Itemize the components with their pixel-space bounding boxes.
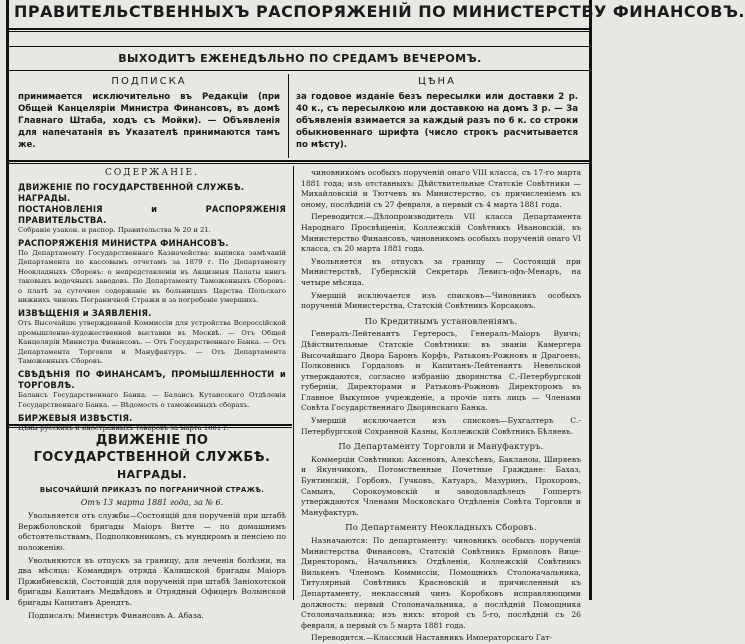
header-rule-bottom <box>9 160 589 162</box>
subscription-text: принимается исключительно въ Редакціи (при Общей Канцеляріи Министра Финансовъ, въ домѣ Главнаго Штаба, ходъ съ Мойки). — Объявленія для напечатанія въ Указателѣ принимаются тамъ же. <box>18 92 280 150</box>
contents-heading: ИЗВѢЩЕНІЯ и ЗАЯВЛЕНІЯ. <box>18 308 152 319</box>
excise-paragraph: Переводится.—Классный Наставникъ Императорскаго Гат- <box>311 633 553 643</box>
credit-paragraph: Умершій исключается изъ списковъ—Бухгалтеръ С.-Петербургской Сохранной Казны, Коллежскій Совѣтникъ Бѣляевъ. <box>301 416 581 436</box>
contents-text: По Департаменту Государственнаго Казначейства: выписка замѣчаній Департамента по кассовымъ отчетамъ за 1879 г. По Департаменту Неокладныхъ Сборовъ: о непредставленіи въ Акцизныя Палаты книгъ таковыхъ водочныхъ заводовъ. По Департаменту Таможенныхъ Сборовъ: о платѣ за суточное содержаніе въ больницахъ Царства Польскаго нижнихъ чиновъ Пограничной Стражи и за погребеніе умершихъ. <box>18 249 286 305</box>
contents-item <box>18 204 286 235</box>
subscription-divider <box>288 74 289 158</box>
contents-text: Балансъ Государственнаго Банка. — Балансъ Кутаисскаго Отдѣленія Государственнаго Банка. — Вѣдомость о таможенныхъ сборахъ. <box>18 391 286 409</box>
trade-paragraph: Коммерціи Совѣтники: Аксеновъ, Алексѣевъ, Бакланоы, Ширяевъ и Якунчиковъ, Потомственные Почетные Граждане: Бахаз, Бунтинскій, Горбовъ, Гучковъ, Катуаръ, Мазуринъ, Прохоровъ, Самынъ, Сорокоумовскій и заводовладѣлецъ Гоппертъ утверждаются Членами Московскаго Отдѣленія Совѣта Торговли и Мануфактуръ. <box>301 454 581 517</box>
masthead-title: ПРАВИТЕЛЬСТВЕННЫХЪ РАСПОРЯЖЕНІЙ ПО МИНИСТЕРСТВУ ФИНАНСОВЪ. <box>14 2 745 21</box>
contents-heading: РАСПОРЯЖЕНІЯ МИНИСТРА ФИНАНСОВЪ. <box>18 238 229 248</box>
service-signature: Подписалъ: Министръ Финансовъ А. Абаза. <box>28 610 204 620</box>
publication-rule-top <box>9 46 589 47</box>
contents-heading: ПОСТАНОВЛЕНІЯ и РАСПОРЯЖЕНІЯ ПРАВИТЕЛЬСТВА. <box>18 203 286 225</box>
order-title: ВЫСОЧАЙШІЙ ПРИКАЗЪ ПО ПОГРАНИЧНОЙ СТРАЖѢ. <box>39 486 265 494</box>
appointment-paragraph: Умершій исключается изъ списковъ—Чиновникъ особыхъ порученій Министерства, Статскій Совѣтникъ Корсаковъ. <box>301 290 581 311</box>
section-title: ДВИЖЕНІЕ ПО ГОСУДАРСТВЕННОЙ СЛУЖБѢ. <box>33 433 271 465</box>
contents-rule-bottom <box>9 424 292 426</box>
contents-text: Собраніе узакон. и распор. Правительства № 20 и 21. <box>18 225 211 234</box>
contents-heading: СВѢДѢНІЯ ПО ФИНАНСАМЪ, ПРОМЫШЛЕННОСТИ и ТОРГОВЛѢ. <box>18 369 286 391</box>
contents-column <box>18 168 286 433</box>
publication-schedule: ВЫХОДИТЪ ЕЖЕНЕДѢЛЬНО ПО СРЕДАМЪ ВЕЧЕРОМЪ. <box>118 52 482 65</box>
dept-heading-credit: По Кредитнымъ установленіямъ. <box>364 315 518 326</box>
masthead-rule-top <box>9 28 589 30</box>
contents-item <box>18 182 286 193</box>
service-paragraph: Увольняются въ отпускъ за границу, для леченія болѣзни, на два мѣсяца: Командиръ отряда Калишской бригады Маіоръ Пржибиевскій, Состоящій для порученій при штабѣ Заніохотской бригады Капитанъ Медвѣдовъ и Отрядный Офицеръ Волынской бригады Капитанъ Арендтъ. <box>18 555 286 607</box>
contents-heading: БИРЖЕВЫЯ ИЗВѢСТІЯ. <box>18 413 133 424</box>
right-column <box>301 168 581 643</box>
contents-text: Отъ Высочайше утвержденной Коммиссіи для устройства Всероссійской промышленно-художественной выставки въ Москвѣ. — Отъ Общей Канцеляріи Министра Финансовъ. — Отъ Государственнаго Банка. — Отъ Департамента Торговли и Мануфактуръ. — Отъ Департамента Таможенныхъ Сборовъ. <box>18 319 286 366</box>
excise-paragraph: Назначаются: По департаменту: чиновникъ особыхъ порученій Министерства Финансовъ, Статскій Совѣтникъ Ермоловъ Вице-Директоромъ, Начальникъ Отдѣленія, Коллежскій Совѣтникъ Вилькенъ Членомъ Коммиссіи, Помощникъ Столоначальника, Титулярный Совѣтникъ Красновскій и причисленный къ Департаменту, неклассный чинъ Коробковъ исправляющими должность: первый Столоначальника, а послѣдній Помощника Столоначальника; изъ нихъ: второй съ 5-го, послѣдній съ 26 февраля, а первый съ 5 марта 1881 года. <box>301 536 581 630</box>
price-header: ЦѢНА <box>418 76 456 87</box>
contents-item <box>18 193 286 204</box>
price-box <box>296 76 578 156</box>
contents-item <box>18 369 286 410</box>
appointment-paragraph: чиновникомъ особыхъ порученій онаго VIII класса, съ 17-го марта 1881 года; изъ отставныхъ: Дѣйствительные Статскіе Совѣтники — Михайловскій и Тютчевъ въ Министерство, съ причисленіемъ къ оному, послѣдній съ 27 февраля, а первый съ 4 марта 1881 года. <box>301 168 581 209</box>
contents-rule-double <box>9 427 292 428</box>
subscription-box <box>18 76 280 156</box>
subscription-header: ПОДПИСКА <box>111 76 187 87</box>
credit-paragraph: Генералъ-Лейтенантъ Гертеросъ, Генералъ-Маіоръ Вуичъ; Дѣйствительные Статскіе Совѣтники: въ званіи Камергера Высочайшаго Двора Баронъ Корфъ, Ратьковъ-Рожновъ и Драгоевъ, Полковникъ Гордаловъ и Капитанъ-Лейтенантъ Невельской утверждаются, согласно избранію дворянства С.-Петербургской губерніи, Директорами и Ратьковъ-Рожновъ Директоромъ въ Главное Выкупное учрежденіе, а прочіе пять лицъ — Членами Совѣта Государственнаго Дворянскаго Банка. <box>301 329 581 413</box>
masthead-rule-double <box>9 31 589 32</box>
section-subtitle: НАГРАДЫ. <box>117 468 187 481</box>
contents-title: СОДЕРЖАНІЕ. <box>105 168 199 178</box>
dept-heading-excise: По Департаменту Неокладныхъ Сборовъ. <box>345 522 537 533</box>
header-rule-double <box>9 163 589 164</box>
price-text: за годовое изданіе безъ пересылки или доставки 2 р. 40 к., съ пересылкою или доставкою на домъ 3 р. — За объявленія взимается за каждый разъ по 6 к. со строки обыкновеннаго шрифта (число строкъ расчитывается по мѣсту). <box>296 92 578 150</box>
contents-heading: НАГРАДЫ. <box>18 192 71 203</box>
order-date: Отъ 13 марта 1881 года, за № 6. <box>80 497 224 507</box>
contents-item <box>18 308 286 366</box>
service-paragraph: Увольняется отъ службы—Состоящій для порученій при штабѣ Вержболовской бригады Маіоръ Витте — по домашнимъ обстоятельствамъ, Подполковникомъ, съ мундиромъ и пенсіею по положенію. <box>18 511 286 552</box>
appointment-paragraph: Увольняется въ отпускъ за границу — Состоящій при Министерствѣ, Губернскій Секретарь Левисъ-офъ-Менаръ, на четыре мѣсяца. <box>301 256 581 287</box>
contents-text: Цѣны русскихъ и иностранныхъ товаровъ за марта 1881 г. <box>18 424 230 433</box>
dept-heading-trade: По Департаменту Торговли и Мануфактуръ. <box>338 441 544 452</box>
service-section <box>18 432 286 620</box>
contents-heading: ДВИЖЕНІЕ ПО ГОСУДАРСТВЕННОЙ СЛУЖБѢ. <box>18 181 245 192</box>
contents-item <box>18 238 286 305</box>
column-divider <box>293 166 294 600</box>
appointment-paragraph: Переводится.—Дѣлопроизводитель VII класса Департамента Народнаго Просвѣщенія, Коллежскій Совѣтникъ Ивановскій, въ Министерство Финансовъ, чиновникомъ особыхъ порученій онаго VI класса, съ 20 марта 1881 года. <box>301 212 581 254</box>
publication-rule-bottom <box>9 70 589 71</box>
